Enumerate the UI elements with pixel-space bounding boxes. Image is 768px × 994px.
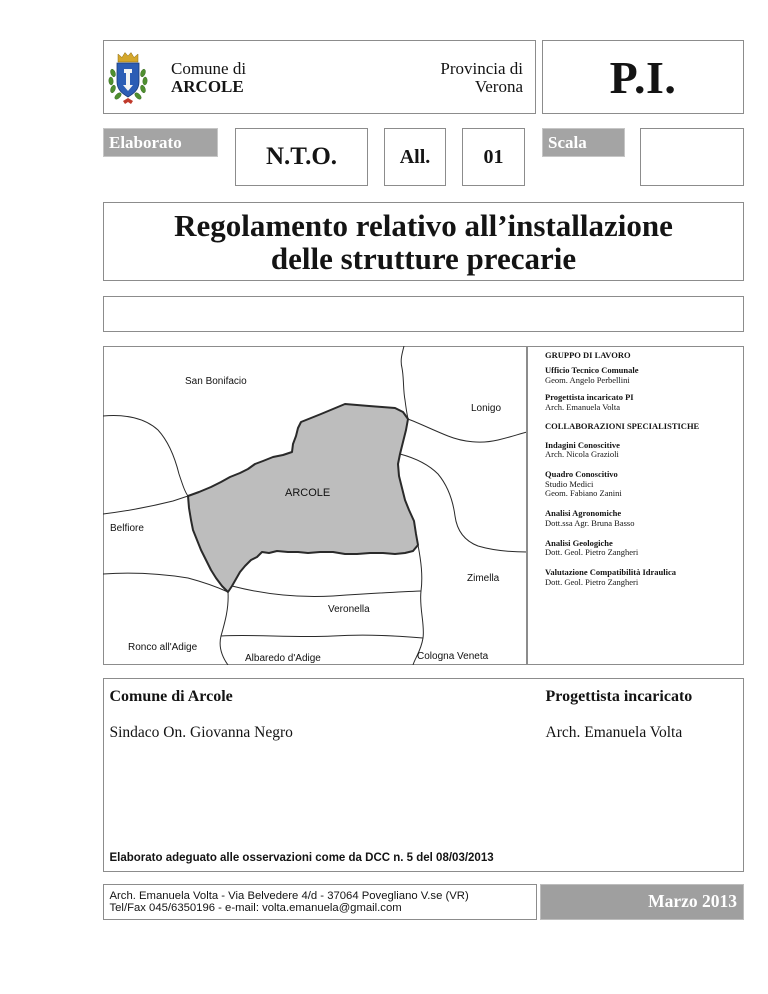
footer-phone-email: Tel/Fax 045/6350196 - e-mail: volta.emanuela@gmail.com <box>109 901 402 914</box>
boundary-line <box>232 586 421 597</box>
mayor-name: Sindaco On. Giovanna Negro <box>109 723 293 741</box>
boundary-line <box>221 635 423 638</box>
boundary-line <box>401 346 408 419</box>
territory-map <box>103 346 527 665</box>
working-group-heading: GRUPPO DI LAVORO <box>545 350 631 360</box>
credit-role: Indagini Conoscitive <box>545 439 620 450</box>
map-label-albaredo-d-adige: Albaredo d'Adige <box>245 653 321 664</box>
province-name: Verona <box>474 77 523 96</box>
credit-group <box>545 441 740 460</box>
boundary-line <box>400 454 527 552</box>
credit-name: Geom. Fabiano Zanini <box>545 488 622 498</box>
plan-code: P.I. <box>609 51 677 103</box>
credit-role: Analisi Geologiche <box>545 537 613 548</box>
coat-of-arms-icon <box>106 49 150 105</box>
credit-group <box>545 509 740 528</box>
designer-name: Arch. Emanuela Volta <box>545 723 683 741</box>
credit-role: Progettista incaricato PI <box>545 392 634 402</box>
credit-name: Arch. Nicola Grazioli <box>545 449 619 459</box>
boundary-line <box>220 592 228 665</box>
province-prefix: Provincia di <box>440 59 523 78</box>
boundary-line <box>103 416 188 496</box>
credit-name: Dott. Geol. Pietro Zangheri <box>545 547 639 557</box>
designer-signature-heading: Progettista incaricato <box>545 687 693 705</box>
credit-name: Geom. Angelo Perbellini <box>545 374 630 385</box>
credit-role: Ufficio Tecnico Comunale <box>545 365 639 375</box>
boundary-line <box>103 496 188 514</box>
credit-group <box>545 470 740 499</box>
scala-label: Scala <box>542 128 625 157</box>
allegato-label-box <box>384 128 446 186</box>
municipality-signature-heading: Comune di Arcole <box>109 687 233 705</box>
adoption-note: Elaborato adeguato alle osservazioni come da DCC n. 5 del 08/03/2013 <box>109 851 494 864</box>
title-line-1: Regolamento relativo all’installazione <box>174 207 673 243</box>
map-credits-divider <box>526 346 528 665</box>
credit-role: Analisi Agronomiche <box>545 508 622 518</box>
allegato-number: 01 <box>483 145 504 168</box>
elaborato-value-box <box>235 128 368 186</box>
header-box <box>103 40 536 114</box>
subtitle-box <box>103 296 744 332</box>
credit-group <box>545 393 740 412</box>
credit-name: Dott. Geol. Pietro Zangheri <box>545 576 639 587</box>
footer-contact <box>110 890 469 914</box>
plan-code-box <box>542 40 744 114</box>
credit-name: Dott.ssa Agr. Bruna Basso <box>545 517 635 528</box>
municipality-block <box>171 60 246 96</box>
allegato-number-box <box>462 128 525 186</box>
elaborato-value: N.T.O. <box>265 143 338 170</box>
boundary-line <box>103 573 228 592</box>
map-label-cologna-veneta: Cologna Veneta <box>417 651 489 662</box>
allegato-label: All. <box>399 145 431 168</box>
credit-role: Quadro Conoscitivo <box>545 469 618 479</box>
map-label-san-bonifacio: San Bonifacio <box>185 376 247 387</box>
map-label-lonigo: Lonigo <box>471 403 502 414</box>
document-title <box>103 202 744 281</box>
credits-panel <box>545 351 740 587</box>
boundary-line <box>413 545 423 665</box>
map-label-veronella: Veronella <box>328 604 370 615</box>
province-block <box>440 60 523 96</box>
credit-group <box>545 366 740 385</box>
footer-contact-box <box>103 884 537 920</box>
credit-name: Studio Medici <box>545 478 594 489</box>
scala-value-box <box>640 128 744 186</box>
credit-group <box>545 539 740 558</box>
footer-address: Arch. Emanuela Volta - Via Belvedere 4/d - 37064 Povegliano V.se (VR) <box>109 889 469 902</box>
municipality-name: ARCOLE <box>171 77 244 96</box>
map-label-ronco-all-adige: Ronco all'Adige <box>128 642 198 653</box>
map-label-zimella: Zimella <box>467 573 500 584</box>
document-date: Marzo 2013 <box>540 884 744 920</box>
boundary-line <box>408 419 527 442</box>
credit-group <box>545 568 740 587</box>
title-line-2: delle strutture precarie <box>270 240 577 276</box>
signature-box <box>103 678 744 872</box>
credit-name: Arch. Emanuela Volta <box>545 401 620 412</box>
map-label-belfiore: Belfiore <box>110 523 144 534</box>
credit-role: Valutazione Compatibilità Idraulica <box>545 567 676 577</box>
municipality-prefix: Comune di <box>171 59 247 78</box>
elaborato-label: Elaborato <box>103 128 218 157</box>
map-label-arcole: ARCOLE <box>285 487 331 499</box>
collaborations-heading: COLLABORAZIONI SPECIALISTICHE <box>545 420 700 431</box>
